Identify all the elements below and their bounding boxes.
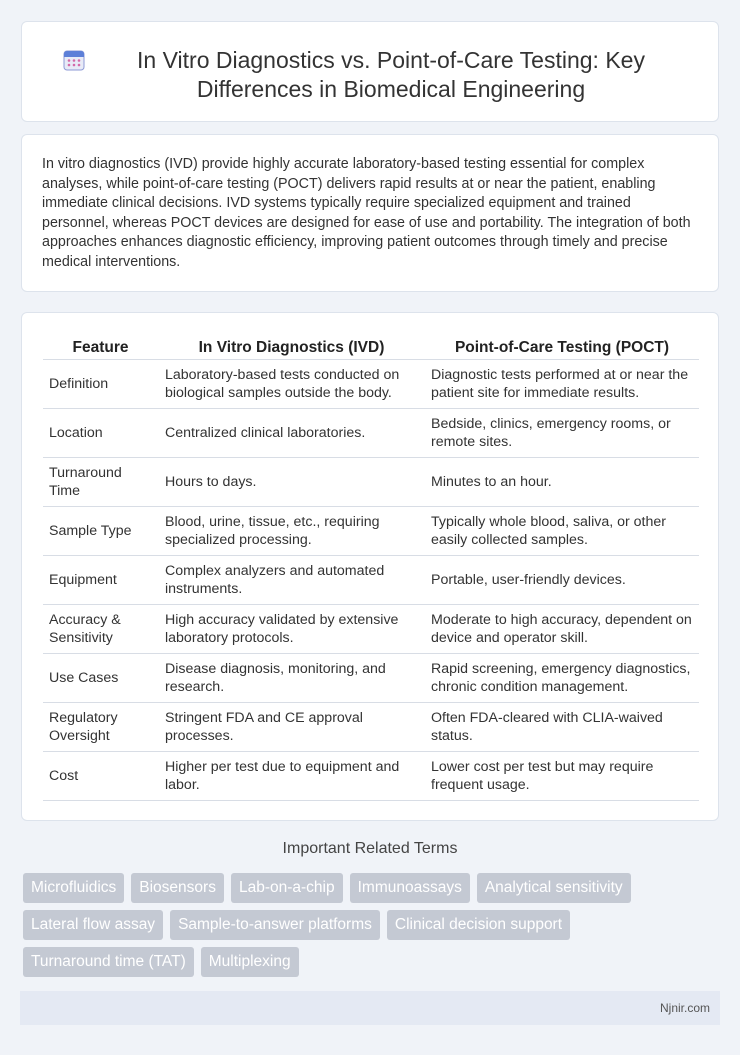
poct-cell: Moderate to high accuracy, dependent on device and operator skill.	[425, 604, 699, 653]
poct-cell: Portable, user-friendly devices.	[425, 555, 699, 604]
table-row	[43, 408, 699, 457]
term-tag[interactable]: Lab-on-a-chip	[231, 873, 343, 903]
related-terms-title: Important Related Terms	[282, 840, 458, 857]
ivd-cell: Hours to days.	[158, 457, 425, 506]
table-row	[43, 359, 699, 408]
footer	[20, 991, 720, 1025]
related-terms-list	[23, 873, 723, 977]
feature-cell: Regulatory Oversight	[43, 702, 158, 751]
ivd-cell: Disease diagnosis, monitoring, and research.	[158, 653, 425, 702]
term-tag[interactable]: Biosensors	[131, 873, 224, 903]
feature-cell: Cost	[43, 751, 158, 800]
title-card	[21, 21, 719, 122]
table-row	[43, 555, 699, 604]
poct-cell: Minutes to an hour.	[425, 457, 699, 506]
poct-cell: Diagnostic tests performed at or near the patient site for immediate results.	[425, 359, 699, 408]
intro-paragraph: In vitro diagnostics (IVD) provide highly accurate laboratory-based testing essential for complex analyses, while point-of-care testing (POCT) delivers rapid results at or near the patient, enabling immediate clinical decisions. IVD systems typically require specialized equipment and trained personnel, whereas POCT devices are designed for ease of use and portability. The integration of both approaches enhances diagnostic efficiency, improving patient outcomes through timely and precise medical interventions.	[42, 156, 691, 270]
table-row	[43, 653, 699, 702]
table-row	[43, 751, 699, 800]
feature-cell: Location	[43, 408, 158, 457]
term-tag[interactable]: Clinical decision support	[387, 910, 570, 940]
ivd-cell: Complex analyzers and automated instruments.	[158, 555, 425, 604]
comparison-table	[43, 331, 699, 801]
ivd-cell: Centralized clinical laboratories.	[158, 408, 425, 457]
calendar-icon	[62, 48, 86, 72]
term-tag[interactable]: Analytical sensitivity	[477, 873, 631, 903]
ivd-cell: Blood, urine, tissue, etc., requiring specialized processing.	[158, 506, 425, 555]
term-tag[interactable]: Microfluidics	[23, 873, 124, 903]
term-tag[interactable]: Multiplexing	[201, 947, 299, 977]
ivd-cell: High accuracy validated by extensive laboratory protocols.	[158, 604, 425, 653]
term-tag[interactable]: Immunoassays	[350, 873, 470, 903]
footer-site[interactable]: Njnir.com	[659, 1001, 710, 1015]
header-poct: Point-of-Care Testing (POCT)	[425, 331, 699, 359]
feature-cell: Equipment	[43, 555, 158, 604]
feature-cell: Use Cases	[43, 653, 158, 702]
poct-cell: Lower cost per test but may require frequent usage.	[425, 751, 699, 800]
header-feature: Feature	[43, 331, 158, 359]
poct-cell: Typically whole blood, saliva, or other easily collected samples.	[425, 506, 699, 555]
poct-cell: Rapid screening, emergency diagnostics, chronic condition management.	[425, 653, 699, 702]
poct-cell: Often FDA-cleared with CLIA-waived status.	[425, 702, 699, 751]
ivd-cell: Stringent FDA and CE approval processes.	[158, 702, 425, 751]
intro-card	[21, 134, 719, 292]
table-row	[43, 506, 699, 555]
feature-cell: Turnaround Time	[43, 457, 158, 506]
ivd-cell: Higher per test due to equipment and labor.	[158, 751, 425, 800]
feature-cell: Accuracy & Sensitivity	[43, 604, 158, 653]
header-ivd: In Vitro Diagnostics (IVD)	[158, 331, 425, 359]
term-tag[interactable]: Sample-to-answer platforms	[170, 910, 380, 940]
page-title: In Vitro Diagnostics vs. Point-of-Care Testing: Key Differences in Biomedical Engineering	[137, 47, 645, 102]
table-row	[43, 457, 699, 506]
feature-cell: Sample Type	[43, 506, 158, 555]
ivd-cell: Laboratory-based tests conducted on biological samples outside the body.	[158, 359, 425, 408]
table-row	[43, 604, 699, 653]
term-tag[interactable]: Turnaround time (TAT)	[23, 947, 194, 977]
comparison-card	[21, 312, 719, 821]
table-header-row	[43, 331, 699, 359]
feature-cell: Definition	[43, 359, 158, 408]
term-tag[interactable]: Lateral flow assay	[23, 910, 163, 940]
table-row	[43, 702, 699, 751]
poct-cell: Bedside, clinics, emergency rooms, or remote sites.	[425, 408, 699, 457]
